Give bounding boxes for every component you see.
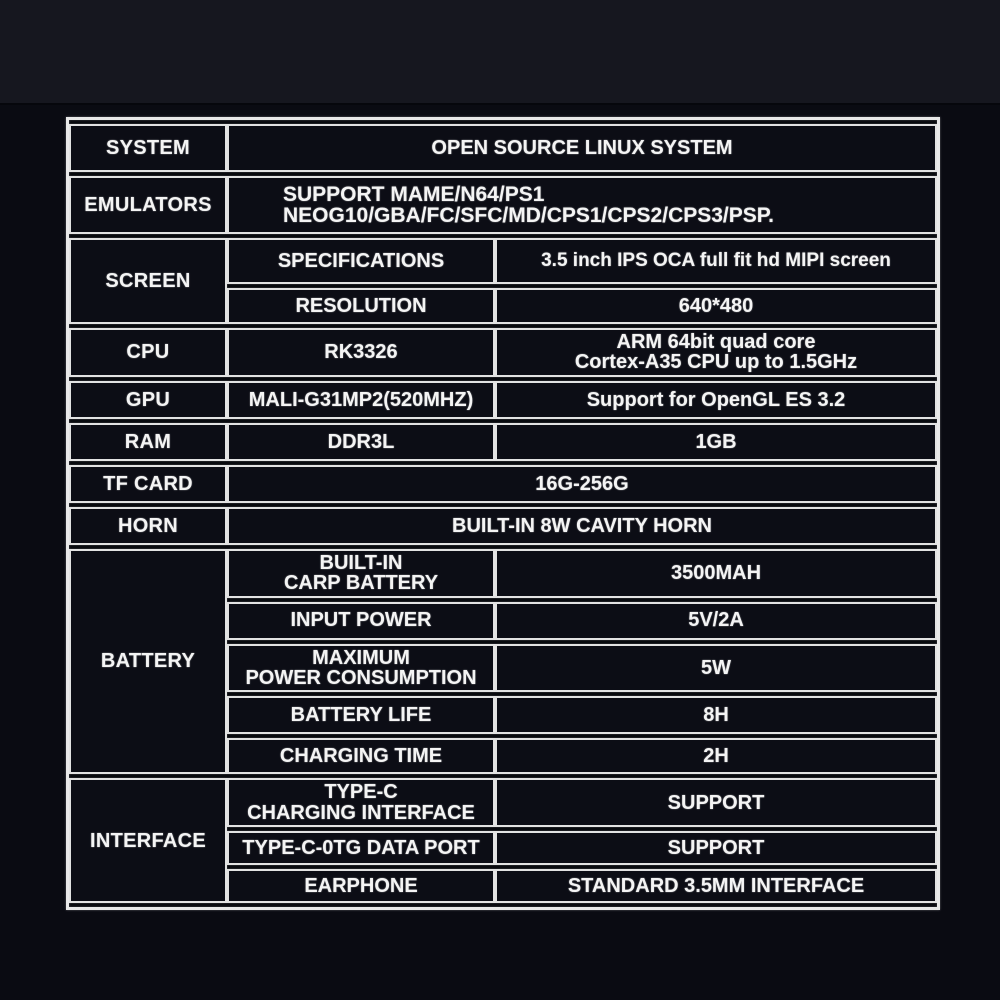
earphone-value: STANDARD 3.5MM INTERFACE: [495, 869, 937, 903]
typec-charging-name-line-1: TYPE-C: [324, 781, 398, 804]
spec-label-screen: SCREEN: [69, 238, 227, 324]
earphone-name: EARPHONE: [227, 869, 495, 903]
screen-specifications-value: 3.5 inch IPS OCA full fit hd MIPI screen: [495, 238, 937, 284]
spec-label-tf-card: TF CARD: [69, 465, 227, 503]
spec-label-system: SYSTEM: [69, 124, 227, 172]
charging-time-value: 2H: [495, 738, 937, 774]
ram-name: DDR3L: [227, 423, 495, 461]
ram-value: 1GB: [495, 423, 937, 461]
battery-capacity-name-line-2: CARP BATTERY: [283, 572, 439, 595]
max-power-name: [227, 644, 495, 693]
tf-card-value: 16G-256G: [227, 465, 937, 503]
screen-specifications-name: SPECIFICATIONS: [227, 238, 495, 284]
spec-row-system: [69, 124, 937, 172]
spec-label-gpu: GPU: [69, 381, 227, 419]
charging-time-name: CHARGING TIME: [227, 738, 495, 774]
cpu-value-line-2: Cortex-A35 CPU up to 1.5GHz: [574, 351, 858, 374]
gpu-value: Support for OpenGL ES 3.2: [495, 381, 937, 419]
spec-label-cpu: CPU: [69, 328, 227, 377]
otg-port-value: SUPPORT: [495, 831, 937, 865]
battery-life-value: 8H: [495, 696, 937, 734]
spec-row-screen-specifications: [69, 238, 937, 284]
typec-charging-name-line-2: CHARGING INTERFACE: [247, 801, 475, 824]
emulators-line-1: SUPPORT MAME/N64/PS1: [283, 182, 545, 206]
spec-row-battery-capacity: [69, 549, 937, 598]
typec-charging-value: SUPPORT: [495, 778, 937, 827]
battery-capacity-value: 3500MAH: [495, 549, 937, 598]
screen-resolution-name: RESOLUTION: [227, 288, 495, 324]
spec-row-typec-charging: [69, 778, 937, 827]
spec-value-system: OPEN SOURCE LINUX SYSTEM: [227, 124, 937, 172]
cpu-value: [495, 328, 937, 377]
spec-row-cpu: [69, 328, 937, 377]
max-power-name-line-1: MAXIMUM: [312, 646, 410, 669]
spec-label-ram: RAM: [69, 423, 227, 461]
spec-table-grid: [69, 120, 937, 907]
input-power-name: INPUT POWER: [227, 602, 495, 640]
max-power-value: 5W: [495, 644, 937, 693]
spec-table: [66, 117, 940, 910]
battery-life-name: BATTERY LIFE: [227, 696, 495, 734]
gpu-name: MALI-G31MP2(520MHZ): [227, 381, 495, 419]
cpu-value-line-1: ARM 64bit quad core: [616, 331, 816, 353]
spec-row-tf-card: [69, 465, 937, 503]
emulators-line-2: NEOG10/GBA/FC/SFC/MD/CPS1/CPS2/CPS3/PSP.: [283, 204, 774, 227]
spec-label-interface: INTERFACE: [69, 778, 227, 903]
typec-charging-name: [227, 778, 495, 827]
max-power-name-line-2: POWER CONSUMPTION: [245, 666, 477, 689]
spec-row-gpu: [69, 381, 937, 419]
spec-label-horn: HORN: [69, 507, 227, 545]
input-power-value: 5V/2A: [495, 602, 937, 640]
screen-resolution-value: 640*480: [495, 288, 937, 324]
spec-row-horn: [69, 507, 937, 545]
otg-port-name: TYPE-C-0TG DATA PORT: [227, 831, 495, 865]
battery-capacity-name: [227, 549, 495, 598]
cpu-name: RK3326: [227, 328, 495, 377]
spec-row-emulators: [69, 176, 937, 234]
spec-label-emulators: EMULATORS: [69, 176, 227, 234]
battery-capacity-name-line-1: BUILT-IN: [319, 551, 403, 574]
horn-value: BUILT-IN 8W CAVITY HORN: [227, 507, 937, 545]
spec-row-ram: [69, 423, 937, 461]
background-top-band: [0, 0, 1000, 105]
spec-value-emulators: [227, 176, 937, 234]
spec-label-battery: BATTERY: [69, 549, 227, 775]
